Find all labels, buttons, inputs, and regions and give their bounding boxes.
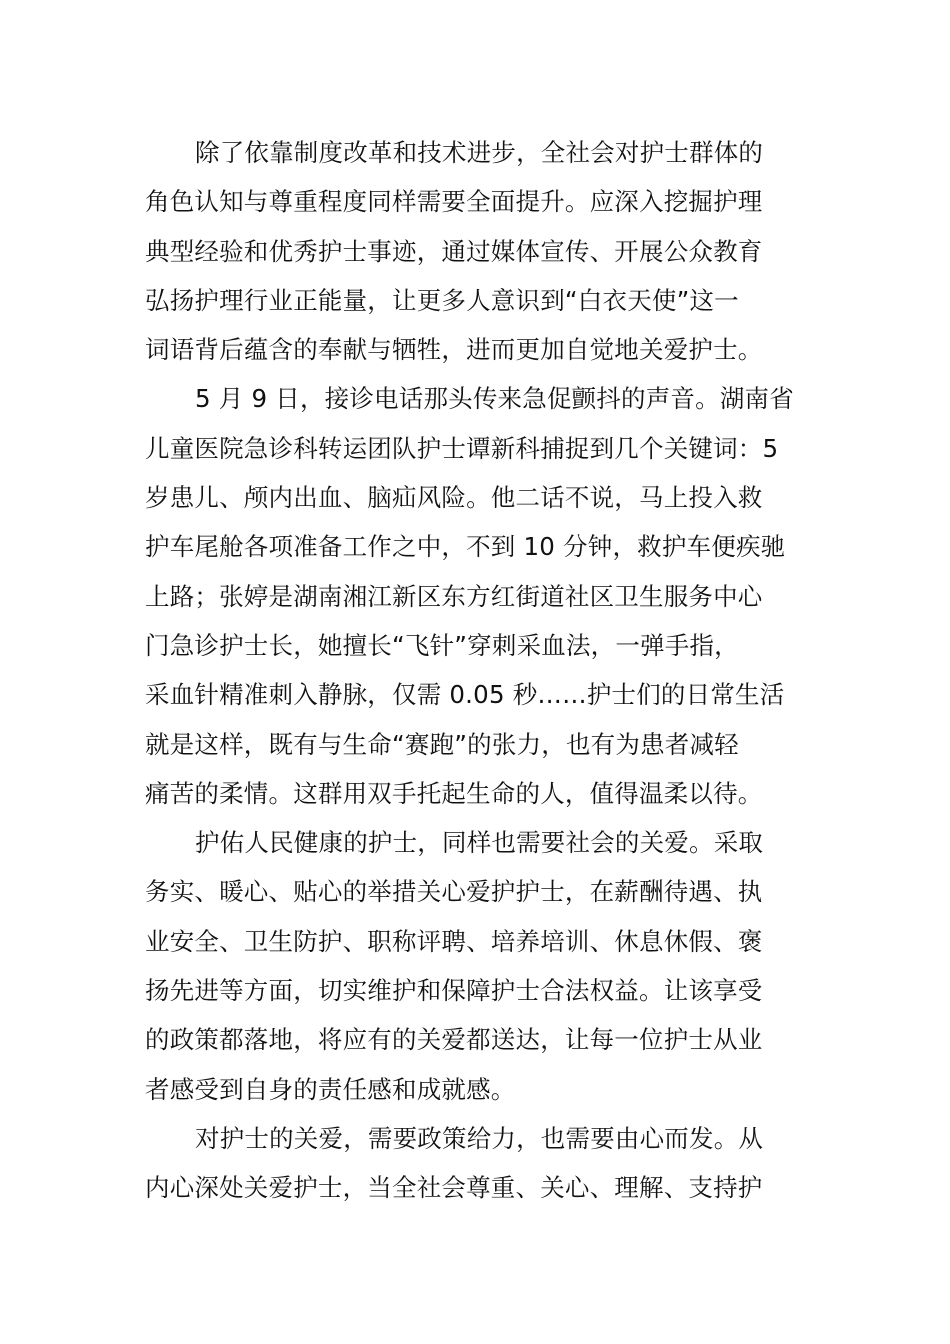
text-line: 内心深处关爱护士，当全社会尊重、关心、理解、支持护	[145, 1173, 763, 1203]
text-line: 门急诊护士长，她擅长“飞针”穿刺采血法，一弹手指，	[145, 630, 739, 660]
text-line: 就是这样，既有与生命“赛跑”的张力，也有为患者减轻	[145, 729, 739, 759]
text-line: 弘扬护理行业正能量，让更多人意识到“白衣天使”这一	[145, 285, 739, 315]
text-line: 典型经验和优秀护士事迹，通过媒体宣传、开展公众教育	[145, 236, 763, 266]
text-line: 者感受到自身的责任感和成就感。	[145, 1074, 516, 1104]
text-line: 儿童医院急诊科转运团队护士谭新科捕捉到几个关键词：5	[145, 433, 779, 463]
text-line: 痛苦的柔情。这群用双手托起生命的人，值得温柔以待。	[145, 778, 763, 808]
text-line: 护车尾舱各项准备工作之中，不到 10 分钟，救护车便疾驰	[145, 532, 786, 562]
text-line: 护佑人民健康的护士，同样也需要社会的关爱。采取	[195, 828, 764, 858]
text-line: 扬先进等方面，切实维护和保障护士合法权益。让该享受	[145, 976, 763, 1006]
text-line: 上路；张婷是湖南湘江新区东方红街道社区卫生服务中心	[145, 581, 763, 611]
text-line: 角色认知与尊重程度同样需要全面提升。应深入挖掘护理	[145, 187, 763, 217]
document-body	[145, 128, 810, 1213]
text-line: 岁患儿、颅内出血、脑疝风险。他二话不说，马上投入救	[145, 483, 763, 513]
text-line: 务实、暖心、贴心的举措关心爱护护士，在薪酬待遇、执	[145, 877, 763, 907]
text-line: 的政策都落地，将应有的关爱都送达，让每一位护士从业	[145, 1025, 763, 1055]
text-line: 采血针精准刺入静脉，仅需 0.05 秒……护士们的日常生活	[145, 680, 785, 710]
text-line: 对护士的关爱，需要政策给力，也需要由心而发。从	[195, 1123, 764, 1153]
text-line: 词语背后蕴含的奉献与牺牲，进而更加自觉地关爱护士。	[145, 335, 763, 365]
text-line: 5 月 9 日，接诊电话那头传来急促颤抖的声音。湖南省	[195, 384, 794, 414]
text-line: 除了依靠制度改革和技术进步，全社会对护士群体的	[195, 138, 764, 167]
text-line: 业安全、卫生防护、职称评聘、培养培训、休息休假、褒	[145, 926, 763, 956]
